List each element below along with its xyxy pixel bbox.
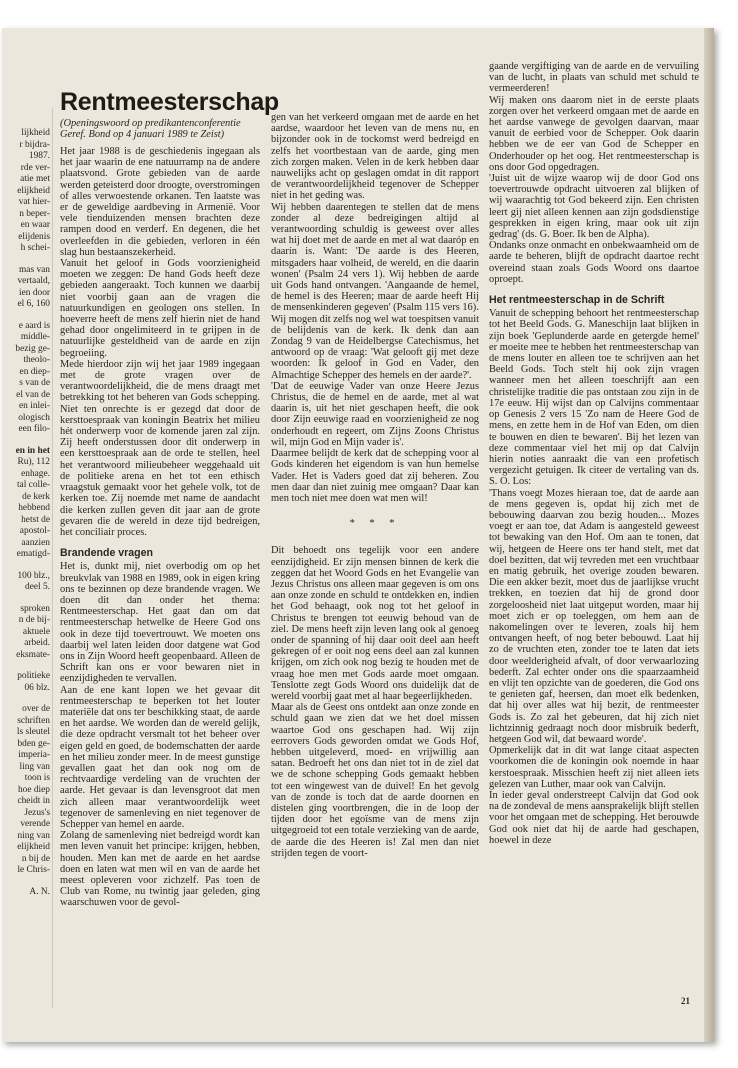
margin-text-line: middle- [20,332,50,342]
magazine-page [2,28,714,1042]
article-column-1 [60,146,260,909]
paragraph: Vanuit de schepping behoort het rentmeesterschap tot het Beeld Gods. G. Maneschijn laat blijken in zijn boek 'Geplunderde aarde en getergde hemel' er moeite mee te hebben het rentmeesterschap van de mens louter en alleen toe te schrijven aan het Beeld Gods. Toch stelt hij ook zijn vragen wanneer men het alleen toeschrijft aan een christelijke traditie die pas ontstaan zou zijn in de 17e eeuw. Hij wijst dan op Calvijns commentaar op Genesis 2 vers 15 'Zo nam de Heere God de mens, en zette hem in de Hof van Eden, om dien te bouwen en dien te bewaren'. Bij het lezen van deze commentaar viel het mij op dat Calvijn hierin noties aanraakt die van een profetisch vergezicht getuigen. Ik citeer de vertaling van ds. S. O. Los: [489,308,699,488]
margin-text-line: bezig ge- [15,343,50,354]
paragraph: Maar als de Geest ons ontdekt aan onze zonde en schuld gaan we zien dat we het doel missen waartoe God ons geschapen had. Wij zijn eerrovers Gods geworden omdat we Gods Hof, hebben uitgeleverd, moed- en vrijwillig aan satan. Bedroeft het ons dan niet tot in de ziel dat we de schone schepping Gods gemaakt hebben tot een wingewest van de duivel! En het gevolg van de zonde is toch dat de aarde doornen en distelen ging voortbrengen, die in de loop der tijden door het egoïsme van de mens zijn uitgegroeid tot een totale verziekìng van de aarde, de aarde die des Heeren is! Zal men dan niet strijden tegen de voort- [271,702,479,859]
margin-text-line: vat hier- [18,197,50,207]
margin-text-line: arbeid. [24,638,50,648]
paragraph: In ieder geval onderstreept Calvijn dat God ook na de zondeval de mens aansprakelijk blijft stellen voor het omgaan met de schepping. Het berouwde God ook niet dat hij de aarde had geschapen, hoewel in deze [489,790,699,846]
margin-text-line: apostol- [19,526,50,536]
article-column-3 [489,61,699,846]
paragraph: gaande vergiftiging van de aarde en de vervuiling van de lucht, in plaats van schuld met schuld te vermeerderen! [489,61,699,95]
margin-text-line: el 6, 160 [17,299,50,309]
margin-text-line: mas van [19,264,50,275]
section-heading: Brandende vragen [60,547,154,560]
margin-gap [2,661,50,671]
margin-text-line: elijdenis [18,231,50,242]
paragraph: Opmerkelijk dat in dit wat lange citaat aspecten voorkomen die de koningin ook noemde in haar kerstoespraak. Misschien heeft zij niet alleen iets gelezen van Luther, maar ook van Calvijn. [489,745,699,790]
margin-text-line: hoe diep [17,784,50,795]
article-title: Rentmeesterschap [60,88,279,116]
margin-text-line: deel 5. [25,582,50,592]
margin-text-line: sproken [20,603,50,614]
page-number: 21 [681,996,690,1006]
margin-gap [2,311,50,321]
margin-text-line: ematigd- [16,549,50,559]
paragraph: Vanuit het geloof in Gods voorzienigheid moeten we zeggen: De hand Gods heeft deze gebieden aangeraakt. Toch kunnen we daarbij niet voorbij gaan aan de vragen die natuurkundigen en geologen ons stellen. In hoeverre heeft de mens zelf hierin niet de hand gehad door ongelimiteerd in te grijpen in de natuurlijke gesteldheid van de aarde en zijn begroeiing. [60,258,260,359]
margin-text-line: rde ver- [20,162,50,173]
margin-gap [2,694,50,704]
margin-text-line: ling van [19,761,50,772]
paragraph: 'Juist uit de wijze waarop wij de door God ons toevertrouwde opdracht uitvoeren zal blijken of wij waarachtig tot God bekeerd zijn. Een christen leert gij niet alleen kennen aan zijn godsdienstige gesprekken in eigen kring, maar ook uit zijn gedrag' (ds. G. Boer. Ik ben de Alpha). [489,173,699,241]
paragraph: 'Dat de eeuwige Vader van onze Heere Jezus Christus, die de hemel en de aarde, met al wat daarin is, uit het niet geschapen heeft, die ook door Zijn eeuwige raad en voorzienigheid ze nog onderhoudt en regeert, om Zijns Zoons Christus wil, mijn God en Mijn vader is'. [271,380,479,448]
margin-text-line: hetst de [21,514,50,525]
margin-text-line: le Chris- [17,865,50,875]
margin-text-line: en inlei- [19,401,50,411]
margin-gap [2,594,50,604]
previous-page-margin-text [2,128,50,897]
paragraph: Mede hierdoor zijn wij het jaar 1989 ingegaan met de grote vragen over de verantwoordelijkheid, die de mens draagt met betrekking tot het beheren van Gods schepping. Niet ten onrechte is er gezegd dat door de kersttoespraak van koningin Beatrix het milieu hét onderwerp voor de komende jaren zal zijn. Zij heeft onderstussen door dit onderwerp in een kersttoespraak aan de orde te stellen, heel het verantwoord milieubeheer weggehaald uit de politieke arena en het tot een ethisch vraagstuk gemaakt voor het gehele volk, tot de kerken toe. Zij noemde met name de aandacht die kerken zullen geven dit jaar aan de grote gevaren die de wereld in deze tijd bedreigen, het conciliair proces. [60,358,260,538]
margin-text-line: theolo- [23,355,50,365]
margin-text-line: verende [20,819,50,829]
paragraph: Wij mogen dit zelfs nog wel wat toespitsen vanuit de belijdenis van de kerk. Ik denk dan aan Zondag 9 van de Heidelbergse Catechismus, het antwoord op de vraag: 'Wat gelooft gij met deze woorden: Ik geloof in God en Vader, den Almachtige Schepper des hemels en der aarde?'. [271,313,479,381]
margin-text-line: atie met [20,174,50,184]
paragraph: Het jaar 1988 is de geschiedenis ingegaan als het jaar waarin de ene natuurramp na de andere plaatsvond. Grote gebieden van de aarde werden geteisterd door droogte, overstromingen of alles verwoestende orkanen. Ten laatste was er de geweldige aardbeving in Armenië. Voor vele tienduizenden mensen brachten deze rampen dood en verderf. En degenen, die het overleefden in die gebieden, verloren in één slag hun bestaanszekerheid. [60,146,260,258]
paragraph: Wij hebben daarentegen te stellen dat de mens zonder al deze bedreigingen altijd al verantwoording schuldig is geweest over alles wat hij doet met de aarde en met al wat daaróp en daarín is. Want: 'De aarde is des Heeren, mitsgaders haar volheid, de wereld, en die daarin wonen' (Psalm 24 vers 1). Wij hebben de aarde uit Gods hand ontvangen. 'Aangaande de hemel, de hemel is des Heeren; maar de aarde heeft Hij de mensenkinderen gegeven' (Psalm 115 vers 16). [271,201,479,314]
margin-text-line: schriften [17,715,50,726]
margin-text-line: n bij de [21,853,50,864]
margin-text-line: Jezus's [24,807,50,818]
margin-text-line: 06 blz. [24,682,50,693]
article-subtitle: (Openingswoord op predikantenconferentie Geref. Bond op 4 januari 1989 te Zeist) [60,118,241,141]
margin-text-line: lijkheid [21,128,50,138]
paragraph: Dit behoedt ons tegelijk voor een andere eenzijdigheid. Er zijn mensen binnen de kerk die zeggen dat het Woord Gods en het Evangelie van Jezus Christus ons alleen maar gegeven is om ons aan onze zonde en schuld te ontdekken en, indien het God behaagt, ook nog tot het geloof in Christus te brengen tot eeuwig behoud van de ziel. De mens heeft zijn leven lang ook al genoeg onder de spanning of hij daar ooit deel aan heeft gekregen of er ooit nog eens deel aan zal kunnen krijgen, om zich ook nog bezig te houden met de vraag hoe men met Gods aarde moet omgaan. Tenslotte zegt Gods Woord ons duidelijk dat de wereld voorbij gaat met al haar begeerlijkheden. [271,545,479,702]
margin-text-line: ls sleutel [16,727,50,737]
margin-text-line: h schei- [20,243,50,253]
margin-text-line: aanzien [21,537,50,548]
margin-text-line: cheidt in [17,796,50,806]
margin-text-line: ning van [17,830,50,841]
margin-text-line: elijkheid [17,842,50,852]
margin-gap [2,561,50,571]
margin-text-line: en in het [15,445,50,456]
paragraph: 'Thans voegt Mozes hieraan toe, dat de aarde aan de mens gegeven is, opdat hij zich met de bebouwing daarvan zou bezig houden... Mozes voegt er aan toe, dat Adam is aangesteld geweest tot bewaking van den Hof. Om aan te tonen, dat wij, hetgeen de Heere ons ter hand stelt, met dat doel bezitten, dat wij tevreden met een vruchtbaar en matig gebruik, het overige zouden bewaren. Die een akker bezit, moet dus de jaarlijkse vrucht trekken, en toezien dat hij de grond door zorgeloosheid niet laat uitgeput worden, maar hij moet zich er op toeleggen, om hem aan de nakomelingen over te leveren, zoals hij hem ontvangen heeft, of nog beter bebouwd. Laat hij zo de vruchten eten, zonder toe te laten dat iets door weelderigheid afvalt, of door verwaarlozing bederft. Zal echter onder ons die spaarzaamheid en vlijt ten opzichte van de goederen, die God ons te genieten gaf, heersen, dan moet elk bedenken, dat hij over alles wat hij bezit, de rentmeester Gods is. Zo zal het gebeuren, dat hij zich niet lichtzinnig gedraagt noch door misbruik bederft, hetgeen God wil, dat bewaard worde'. [489,487,699,745]
margin-text-line: aktuele [22,626,50,637]
page-spine-edge [704,28,714,1042]
margin-text-line: eksmate- [16,649,50,660]
margin-text-line: elijkheid [17,185,50,196]
margin-text-line: n beper- [19,208,50,219]
margin-text-line: tal colle- [16,480,50,490]
margin-text-line: bden ge- [17,738,50,749]
margin-text-line: el van de [16,389,50,400]
margin-text-line: ien door [19,287,50,298]
margin-text-line: r bijdra- [19,139,50,150]
article-column-2 [271,112,479,859]
margin-text-line: en waar [20,220,50,230]
margin-text-line: politieke [17,671,50,681]
margin-text-line: imperia- [18,750,50,760]
margin-text-line: Ru), 112 [17,457,50,467]
paragraph: gen van het verkeerd omgaan met de aarde en het aardse, waardoor het leven van de mens nu, en bijzonder ook in de tockomst werd bedreigd en zelfs het voortbestaan van de aarde, ging men zich zorgen maken. Velen in de kerk hebben daar nauwelijks acht op geslagen omdat in dit rapport de verantwoordelijkheid tegenover de Schepper niet in het geding was. [271,112,479,202]
paragraph: Het is, dunkt mij, niet overbodig om op het breukvlak van 1988 en 1989, ook in eigen kring ons te bezinnen op deze brandende vragen. We doen dit dan onder het thema: Rentmeesterschap. Het gaat dan om dat rentmeesterschap hetwelke de Heere God ons ook in deze tijd toevertrouwt. We moeten ons daarbij wel laten leiden door datgene wat God ons in Zijn Woord heeft geopenbaard. Alleen de Schrift kan ons er voor bewaren niet in eenzijdigheden te vervallen. [60,561,260,685]
margin-text-line: een filo- [18,424,50,434]
paragraph: Daarmee belijdt de kerk dat de schepping voor al Gods kinderen het eigendom is van hun hemelse Vader. Het is Vaders goed dat zij beheren. Zou men daar dan niet zuinig mee omgaan? Daar kan men toch niet mee doen wat men wil! [271,448,479,504]
section-heading: Het rentmeesterschap in de Schrift [489,294,665,307]
paragraph: Aan de ene kant lopen we het gevaar dit rentmeesterschap te beperken tot het louter materiële dat ons ter beschikking staat, de aarde en het aardse. We worden dan de wereld gelijk, die deze opdracht versmalt tot het beheer over eigen geld en goed, de bodemschatten der aarde en het milieu zonder meer. In de meest gunstige gevallen gaat het dan ook nog om de rechtvaardige verdeling van de vruchten der aarde. Het gevaar is dan levensgroot dat men zich alleen maar verantwoordelijk weet tegenover de samenleving en niet tegenover de Schepper van hemel en aarde. [60,684,260,830]
section-divider: * * * [349,518,401,530]
margin-text-line: hebbend [18,503,50,513]
margin-text-line: s van de [19,378,50,388]
margin-text-line: ologisch [18,412,50,423]
margin-text-line: e aard is [18,320,50,331]
margin-gap [2,255,50,265]
margin-text-line: over de [22,704,50,714]
margin-gap [2,436,50,446]
paragraph: Wij maken ons daarom niet in de eerste plaats zorgen over het verkeerd omgaan met de aarde en het aardse vanwege de gevolgen daarvan, maar vanuit de eerbied voor de Schepper. Ook daarin hebben we de eer van God de Schepper en Onderhouder op het oog. Het rentmeesterschap is ons door God opgedragen. [489,94,699,173]
paragraph: Zolang de samenleving niet bedreigd wordt kan men leven vanuit het principe: krijgen, hebben, houden. Men kan met de aarde en het aardse doen en laten wat men wil en van de aarde het meest opleveren voor zichzelf. Pas toen de Club van Rome, nu twintig jaar geleden, ging waarschuwen voor de gevol- [60,830,260,909]
margin-text-line: de kerk [22,491,50,502]
margin-text-line: en diep- [19,366,50,377]
margin-text-line: 100 blz., [17,570,50,581]
margin-text-line: 1987. [28,151,50,161]
page-fold-line [52,108,53,1008]
margin-text-line: toon is [24,773,50,783]
margin-text-line: n de bij- [18,615,50,625]
margin-gap [2,877,50,887]
paragraph: Ondanks onze onmacht en onbekwaamheid om de aarde te beheren, blijft de opdracht daartoe recht overeind staan zoals Gods Woord ons daartoe oproept. [489,240,699,285]
margin-text-line: enhage. [21,468,50,479]
margin-text-line: vertaald, [17,276,50,286]
margin-text-line: A. N. [29,886,50,897]
